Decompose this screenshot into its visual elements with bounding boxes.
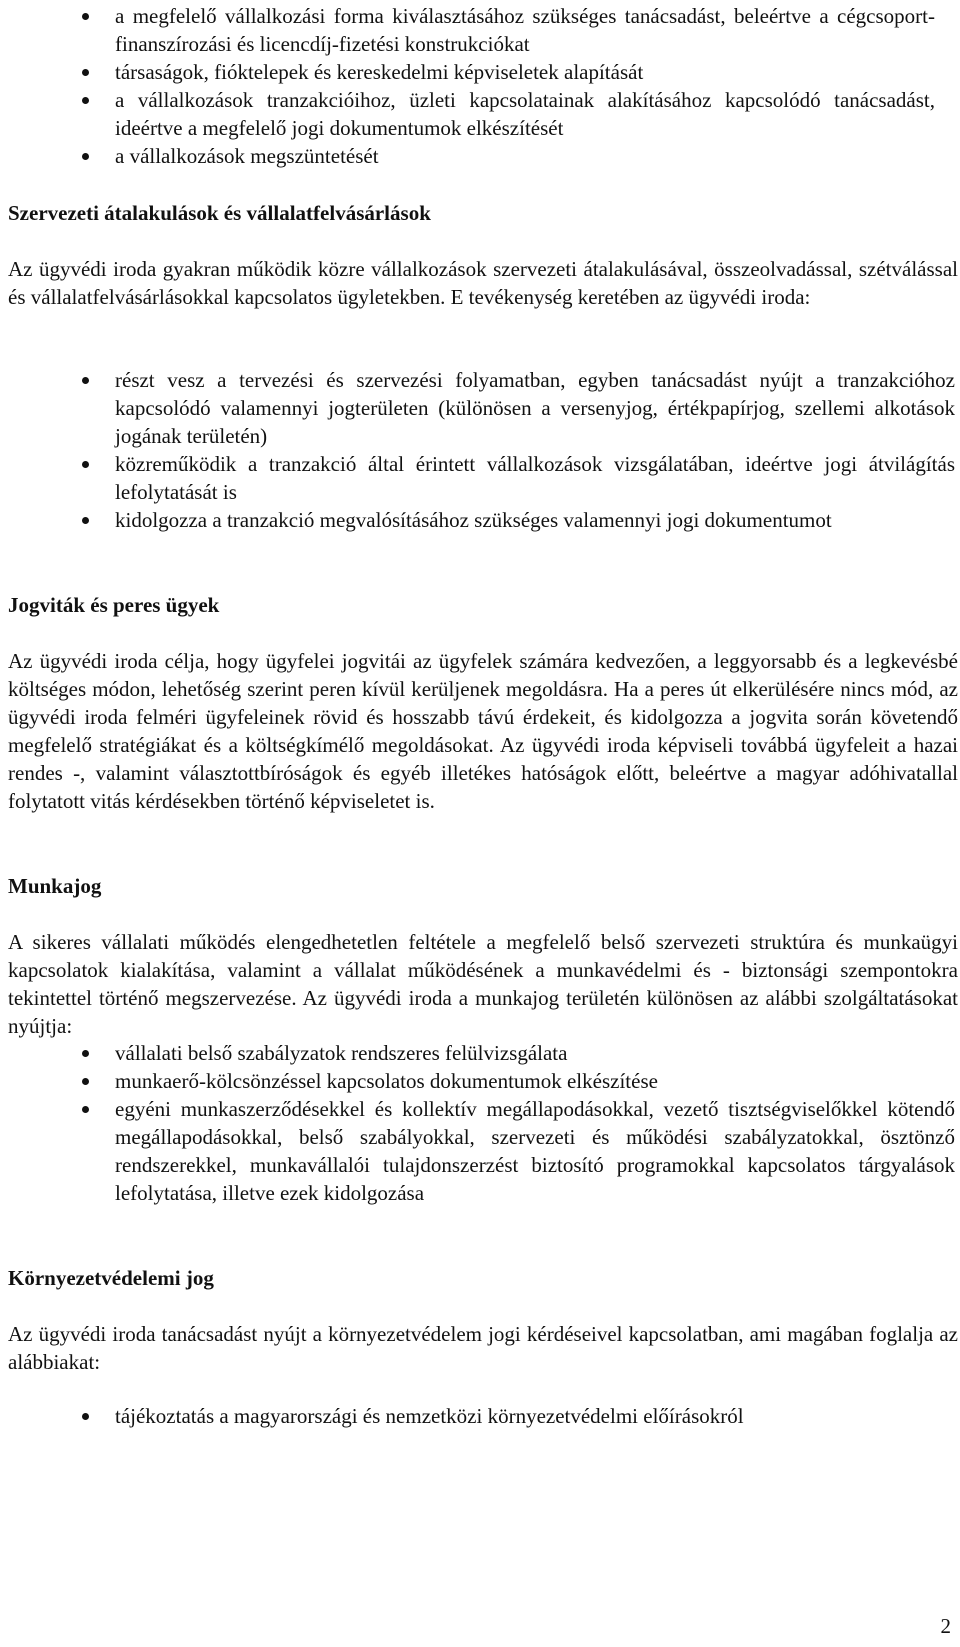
section-heading-munkajog: Munkajog xyxy=(8,874,102,898)
list-item: kidolgozza a tranzakció megvalósításához szükséges valamennyi jogi dokumentumot xyxy=(115,506,955,534)
section-list-szervezeti xyxy=(115,366,955,534)
bullet-icon xyxy=(82,13,89,20)
service-list-top xyxy=(115,2,935,170)
bullet-icon xyxy=(82,517,89,524)
bullet-icon xyxy=(82,1050,89,1057)
bullet-icon xyxy=(82,69,89,76)
bullet-icon xyxy=(82,377,89,384)
list-item: közreműködik a tranzakció által érintett vállalkozások vizsgálatában, ideértve jogi átvilágítás lefolytatását is xyxy=(115,450,955,506)
list-item: a vállalkozások megszüntetését xyxy=(115,142,935,170)
section-list-munkajog xyxy=(115,1039,955,1207)
list-item: vállalati belső szabályzatok rendszeres felülvizsgálata xyxy=(115,1039,955,1067)
list-item: egyéni munkaszerződésekkel és kollektív megállapodásokkal, vezető tisztségviselőkkel kötendő megállapodásokkal, belső szabályokkal, szervezeti és működési szabályzatokkal, ösztönző rendszerekkel, munkavállalói tulajdonszerzést biztosító programokkal kapcsolatos tárgyalások lefolytatása, illetve ezek kidolgozása xyxy=(115,1095,955,1207)
page-number: 2 xyxy=(940,1614,951,1638)
section-heading-kornyezet: Környezetvédelemi jog xyxy=(8,1266,214,1290)
section-paragraph-kornyezet: Az ügyvédi iroda tanácsadást nyújt a környezetvédelem jogi kérdéseivel kapcsolatban, ami magában foglalja az alábbiakat: xyxy=(8,1322,958,1374)
list-item: munkaerő-kölcsönzéssel kapcsolatos dokumentumok elkészítése xyxy=(115,1067,955,1095)
list-item: részt vesz a tervezési és szervezési folyamatban, egyben tanácsadást nyújt a tranzakcióhoz kapcsolódó valamennyi jogterületen (különösen a versenyjog, értékpapírjog, szellemi alkotások jogának területén) xyxy=(115,366,955,450)
bullet-icon xyxy=(82,1106,89,1113)
bullet-icon xyxy=(82,1078,89,1085)
section-heading-szervezeti: Szervezeti átalakulások és vállalatfelvásárlások xyxy=(8,201,431,225)
bullet-icon xyxy=(82,461,89,468)
section-heading-jogvitak: Jogviták és peres ügyek xyxy=(8,593,220,617)
list-item: a megfelelő vállalkozási forma kiválasztásához szükséges tanácsadást, beleértve a cégcsoport-finanszírozási és licencdíj-fizetési konstrukciókat xyxy=(115,2,935,58)
section-paragraph-munkajog: A sikeres vállalati működés elengedhetetlen feltétele a megfelelő belső szervezeti struktúra és munkaügyi kapcsolatok kialakítása, valamint a vállalat működésének a munkavédelmi és - biztonsági szempontokra tekintettel történő megszervezése. Az ügyvédi iroda a munkajog területén különösen az alábbi szolgáltatásokat nyújtja: xyxy=(8,930,958,1038)
section-paragraph-jogvitak: Az ügyvédi iroda célja, hogy ügyfelei jogvitái az ügyfelek számára kedvezően, a leggyorsabb és a legkevésbé költséges módon, lehetőség szerint peren kívül kerüljenek megoldásra. Ha a peres út elkerülésére nincs mód, az ügyvédi iroda felméri ügyfeleinek rövid és hosszabb távú érdekeit, és kidolgozza a jogvita során követendő megfelelő stratégiákat és a költségkímélő megoldásokat. Az ügyvédi iroda képviseli továbbá ügyfeleit a hazai rendes -, valamint választottbíróságok és egyéb illetékes hatóságok előtt, beleértve a magyar adóhivatallal folytatott vitás kérdésekben történő képviseletet is. xyxy=(8,649,958,813)
bullet-icon xyxy=(82,97,89,104)
list-item: társaságok, fióktelepek és kereskedelmi képviseletek alapítását xyxy=(115,58,935,86)
list-item: tájékoztatás a magyarországi és nemzetközi környezetvédelmi előírásokról xyxy=(115,1402,955,1430)
section-list-kornyezet xyxy=(115,1402,955,1430)
list-item: a vállalkozások tranzakcióihoz, üzleti kapcsolatainak alakításához kapcsolódó tanácsadást, ideértve a megfelelő jogi dokumentumok elkészítését xyxy=(115,86,935,142)
section-paragraph-szervezeti: Az ügyvédi iroda gyakran működik közre vállalkozások szervezeti átalakulásával, összeolvadással, szétválással és vállalatfelvásárlásokkal kapcsolatos ügyletekben. E tevékenység keretében az ügyvédi iroda: xyxy=(8,257,958,309)
bullet-icon xyxy=(82,153,89,160)
bullet-icon xyxy=(82,1413,89,1420)
